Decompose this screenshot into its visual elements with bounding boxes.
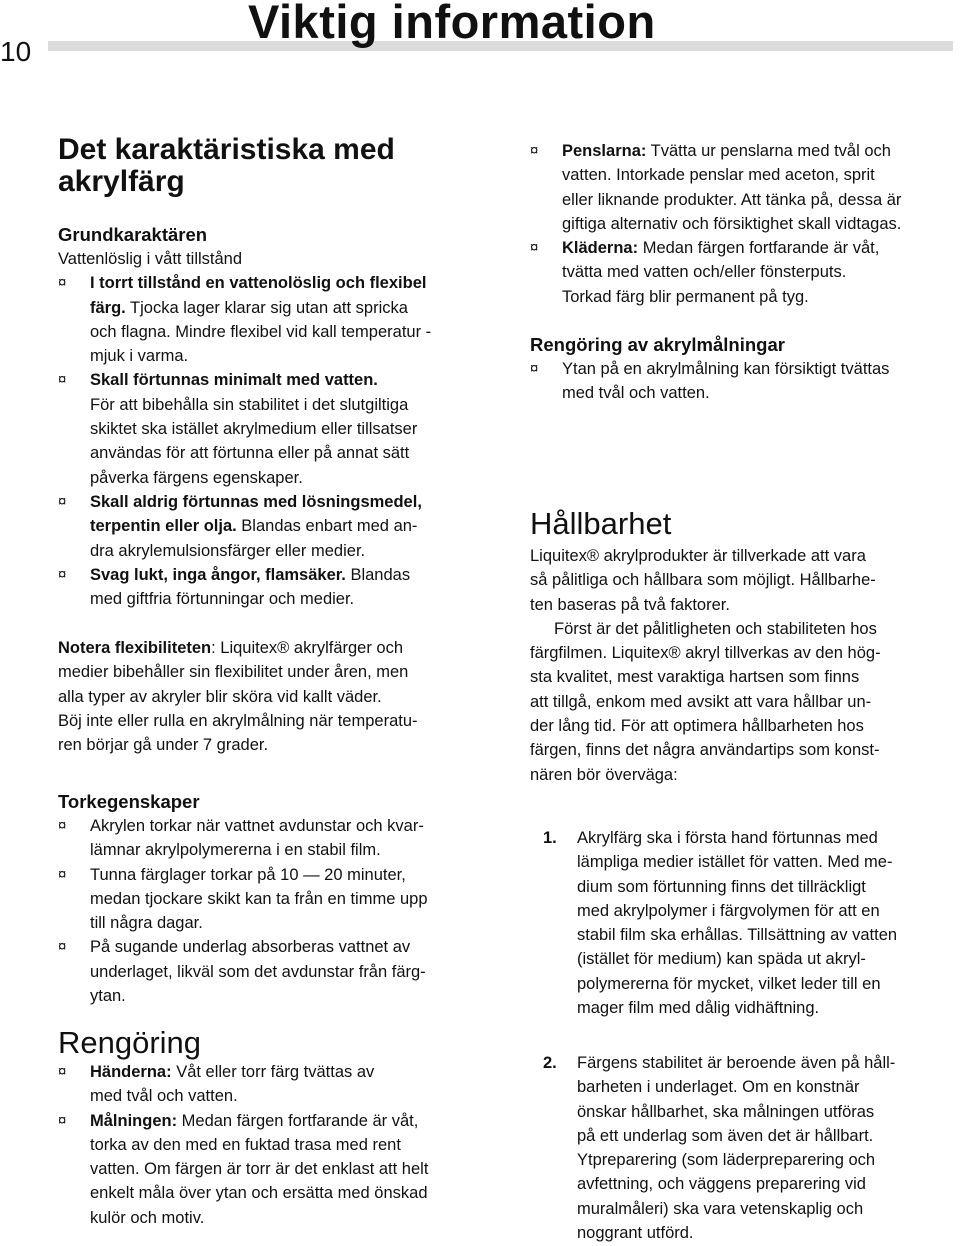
bullet-icon: ¤ bbox=[58, 817, 67, 834]
bullet-text: Akrylen torkar när vattnet avdunstar och kvar- lämnar akrylpolymererna i en stabil film. bbox=[90, 817, 424, 860]
bullet-item bbox=[58, 814, 498, 863]
tork-title: Torkegenskaper bbox=[58, 791, 200, 812]
bullet-text: Tjocka lager klarar sig utan att spricka och flagna. Mindre flexibel vid kall temperatur - mjuk i varma. bbox=[90, 298, 432, 366]
bullet-text: Ytan på en akrylmålning kan försiktigt tvättas med tvål och vatten. bbox=[562, 360, 890, 403]
bullet-item bbox=[530, 357, 958, 406]
section-rengoring-akryl bbox=[530, 333, 958, 406]
numbered-item bbox=[530, 1051, 958, 1245]
bullet-text: Tvätta ur penslarna med tvål och vatten. Intorkade penslar med aceton, sprit eller liknande produkter. Att tänka på, dessa är giftiga alternativ och försiktighet skall vidtagas. bbox=[562, 142, 902, 233]
bullet-icon: ¤ bbox=[58, 565, 67, 583]
bullet-text: Blandas med giftfria förtunningar och medier. bbox=[90, 565, 411, 609]
bullet-icon: ¤ bbox=[530, 239, 539, 257]
grund-title: Grundkaraktären bbox=[58, 224, 208, 245]
bullet-text: Tunna färglager torkar på 10 — 20 minuter, medan tjockare skikt kan ta från en timme upp till några dagar. bbox=[90, 865, 428, 933]
bullet-icon: ¤ bbox=[58, 371, 67, 389]
grund-subtitle: Vattenlöslig i vått tillstånd bbox=[58, 250, 243, 268]
notera-bold: Notera flexibiliteten bbox=[58, 639, 212, 657]
bullet-icon: ¤ bbox=[58, 865, 67, 883]
bullet-item bbox=[58, 368, 498, 489]
bullet-text: För att bibehålla sin stabilitet i det slutgiltiga skiktet ska istället akrylmedium eller tillsatser användas för att förtunna eller på annat sätt påverka färgens egenskaper. bbox=[90, 395, 418, 487]
bullet-icon: ¤ bbox=[58, 492, 67, 510]
item-text: Akrylfärg ska i första hand förtunnas med lämpliga medier istället för vatten. Med me- dium som förtunning finns det tillräckligt med akrylpolymer i färgvolymen för att en stabil film ska erhållas. Tillsättning av vatten (istället för medium) kan späda ut akryl- polymererna för mycket, vilket leder till en mager film med dålig vidhäftning. bbox=[577, 829, 898, 1018]
bullet-label: Kläderna: bbox=[562, 239, 639, 258]
notera-paragraph bbox=[58, 636, 498, 757]
bullet-bold: I torrt tillstånd en vattenolöslig och flexibel färg. bbox=[90, 274, 427, 317]
bullet-icon: ¤ bbox=[58, 274, 67, 292]
notera-text: : Liquitex® akrylfärger och medier bibehåller sin flexibilitet under åren, men alla typer av akryler blir sköra vid kallt väder. Böj inte eller rulla en akrylmålning när temperatu- ren börjar gå under 7 grader. bbox=[58, 639, 418, 755]
bullet-text: Medan färgen fortfarande är våt, torka av den med en fuktad trasa med rent vatten. Om färgen är torr är det enklast att helt enkelt måla över ytan och ersätta med önskad kulör och motiv. bbox=[90, 1111, 429, 1227]
bullet-item bbox=[58, 1060, 498, 1109]
page-title: Viktig information bbox=[248, 0, 656, 48]
section-rengoring bbox=[58, 1026, 498, 1230]
hallbarhet-title: Hållbarhet bbox=[530, 506, 672, 541]
bullet-icon: ¤ bbox=[530, 142, 539, 159]
bullet-icon: ¤ bbox=[58, 1063, 67, 1080]
bullet-text: Medan färgen fortfarande är våt, tvätta med vatten och/eller fönsterputs. Torkad färg blir permanent på tyg. bbox=[562, 239, 880, 306]
bullet-label: Händerna: bbox=[90, 1063, 172, 1081]
bullet-item bbox=[58, 863, 498, 936]
bullet-icon: ¤ bbox=[58, 938, 67, 956]
bullet-text: På sugande underlag absorberas vattnet av underlaget, likväl som det avdunstar från färg- ytan. bbox=[90, 938, 426, 1006]
item-number: 1. bbox=[543, 829, 557, 847]
numbered-item bbox=[530, 826, 958, 1020]
bullet-item bbox=[58, 935, 498, 1008]
section-grundkaraktaren bbox=[58, 223, 498, 611]
bullet-item bbox=[530, 236, 958, 309]
bullet-item bbox=[58, 490, 498, 563]
bullet-icon: ¤ bbox=[58, 1111, 67, 1129]
bullet-label: Penslarna: bbox=[562, 142, 647, 160]
bullet-bold: Skall förtunnas minimalt med vatten. bbox=[90, 371, 378, 390]
bullet-item bbox=[58, 1109, 498, 1230]
bullet-text: Blandas enbart med an- dra akrylemulsionsfärger eller medier. bbox=[90, 517, 418, 560]
bullet-item bbox=[58, 271, 498, 368]
bullet-icon: ¤ bbox=[530, 360, 539, 377]
reng-akryl-title: Rengöring av akrylmålningar bbox=[530, 334, 785, 355]
bullet-item bbox=[58, 563, 498, 612]
right-cleaning-list bbox=[530, 139, 958, 309]
rengoring-title: Rengöring bbox=[58, 1025, 202, 1060]
hallbarhet-p1: Liquitex® akrylprodukter är tillverkade att vara så pålitliga och hållbara som möjligt. Hållbarhe- ten baseras på två faktorer. bbox=[530, 547, 876, 614]
page-number: 10 bbox=[0, 36, 32, 67]
bullet-bold: Svag lukt, inga ångor, flamsäker. bbox=[90, 565, 346, 584]
item-number: 2. bbox=[543, 1054, 557, 1072]
bullet-bold: Skall aldrig förtunnas med lösningsmedel, terpentin eller olja. bbox=[90, 492, 422, 536]
item-text: Färgens stabilitet är beroende även på håll- barheten i underlaget. Om en konstnär önskar hållbarhet, ska målningen utföras på ett underlag som även det är hållbart. Ytpreparering (som läderpreparering och avfettning, och väggens preparering vid muralmåleri) ska vara vetenskaplig och noggrant utförd. bbox=[577, 1054, 896, 1243]
bullet-label: Målningen: bbox=[90, 1111, 178, 1130]
section-torkegenskaper bbox=[58, 790, 498, 1008]
main-heading: Det karaktäristiska med akrylfärg bbox=[58, 133, 395, 198]
hallbarhet-p2: Först är det pålitligheten och stabiliteten hos färgfilmen. Liquitex® akryl tillverkas av den hög- sta kvalitet, mest varaktiga hartsen som finns att tillgå, enkom med avsikt att vara hållbar un- der lång tid. För att optimera hållbarheten hos färgen, finns det några användartips som konst- nären bör överväga: bbox=[530, 619, 881, 784]
section-hallbarhet bbox=[530, 507, 958, 787]
bullet-text: Våt eller torr färg tvättas av med tvål och vatten. bbox=[90, 1063, 375, 1106]
bullet-item bbox=[530, 139, 958, 236]
